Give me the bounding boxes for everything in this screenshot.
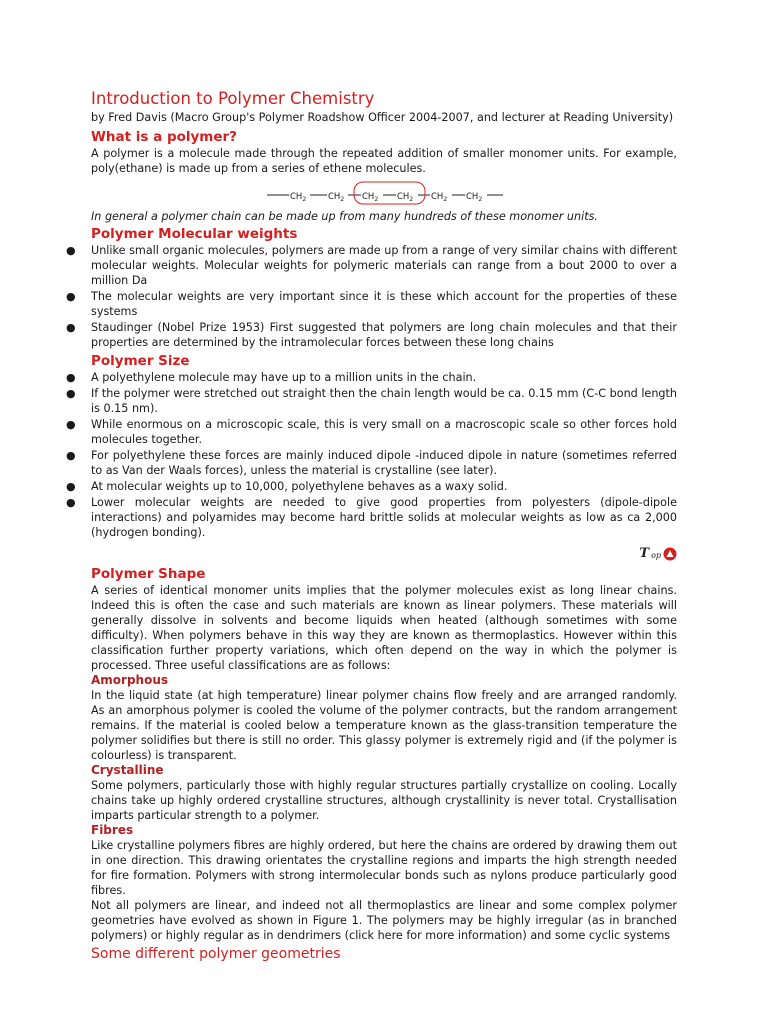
heading-polymer-shape: Polymer Shape [91, 566, 206, 582]
list-item: ● Staudinger (Nobel Prize 1953) First suggested that polymers are long chain molecules and that their properties are determined by the intramolecular forces between these long chains [66, 321, 677, 349]
list-item: ● If the polymer were stretched out straight then the chain length would be ca. 0.15 mm (C-C bond length is 0.15 nm). [66, 387, 677, 415]
triangle-up-in-circle-icon [663, 547, 677, 561]
back-to-top-link[interactable] [639, 546, 677, 561]
heading-molecular-weights: Polymer Molecular weights [91, 226, 298, 242]
list-item: ● Lower molecular weights are needed to give good properties from polyesters (dipole-dipole interactions) and polyamides may become hard brittle solids at molecular weights as low as ca 2,000 (hydrogen bonding). [66, 496, 677, 539]
bullet-dot-icon: ● [66, 321, 76, 334]
list-item: ● For polyethylene these forces are mainly induced dipole -induced dipole in nature (sometimes referred to as Van der Waals forces), unless the material is crystalline (see later). [66, 449, 677, 477]
byline: by Fred Davis (Macro Group's Polymer Roadshow Officer 2004-2007, and lecturer at Reading University) [91, 111, 674, 124]
heading-amorphous: Amorphous [91, 673, 169, 687]
list-item: ● A polyethylene molecule may have up to a million units in the chain. [66, 371, 477, 384]
chain-unit: $CH_2$ [290, 192, 307, 203]
chain-note: In general a polymer chain can be made up from many hundreds of these monomer units. [91, 210, 598, 223]
polymer-geometries-text: Not all polymers are linear, and indeed not all thermoplastics are linear and some complex polymer geometries have evolved as shown in Figure 1. The polymers may be highly irregular (as in branched polymers) or highly regular as in dendrimers (click here for more information) and some cyclic systems [91, 899, 677, 942]
page-title: Introduction to Polymer Chemistry [91, 89, 375, 108]
heading-fibres: Fibres [91, 823, 134, 837]
top-label-op: op [651, 550, 661, 560]
chain-unit: $CH_2$ [431, 192, 448, 203]
list-item: ● At molecular weights up to 10,000, polyethylene behaves as a waxy solid. [66, 480, 508, 493]
heading-crystalline: Crystalline [91, 763, 164, 777]
polyethylene-chain-diagram [91, 181, 677, 205]
molecular-weights-list [66, 243, 677, 350]
bullet-dot-icon: ● [66, 244, 76, 257]
heading-what-is-polymer: What is a polymer? [91, 129, 238, 145]
heading-polymer-geometries: Some different polymer geometries [91, 946, 341, 962]
chain-unit: $CH_2$ [466, 192, 483, 203]
what-is-polymer-text: A polymer is a molecule made through the repeated addition of smaller monomer units. For example, poly(ethane) is made up from a series of ethene molecules. [91, 147, 677, 175]
bullet-dot-icon: ● [66, 290, 76, 303]
chain-unit: $CH_2$ [328, 192, 345, 203]
bullet-dot-icon: ● [66, 449, 76, 462]
bullet-dot-icon: ● [66, 480, 76, 493]
back-to-top-row [91, 542, 677, 562]
polymer-size-list [66, 370, 677, 540]
crystalline-text: Some polymers, particularly those with highly regular structures partially crystallize on cooling. Locally chains take up highly ordered crystalline structures, although crystallinity is never total. Crystallisation imparts particular strength to a polymer. [91, 779, 677, 822]
bullet-dot-icon: ● [66, 418, 76, 431]
bullet-dot-icon: ● [66, 371, 76, 384]
bullet-dot-icon: ● [66, 387, 76, 400]
list-item: ● The molecular weights are very important since it is these which account for the properties of these systems [66, 290, 677, 318]
polymer-shape-text: A series of identical monomer units implies that the polymer molecules exist as long linear chains. Indeed this is often the case and such materials are known as linear polymers. These materials will generally dissolve in solvents and become liquids when heated (although sometimes with some difficulty). When polymers behave in this way they are known as thermoplastics. However within this classification further property variations, which often depend on the way in which the polymer is processed. Three useful classifications are as follows: [91, 584, 677, 672]
article [66, 88, 677, 963]
chain-unit: $CH_2$ [397, 192, 414, 203]
amorphous-text: In the liquid state (at high temperature) linear polymer chains flow freely and are arranged randomly. As an amorphous polymer is cooled the volume of the polymer contracts, but the random arrangement remains. If the material is cooled below a temperature known as the glass-transition temperature the polymer solidifies but there is still no order. This glassy polymer is extremely rigid and (if the polymer is colourless) is transparent. [91, 689, 677, 762]
chain-unit: $CH_2$ [362, 192, 379, 203]
fibres-text: Like crystalline polymers fibres are highly ordered, but here the chains are ordered by drawing them out in one direction. This drawing orientates the crystalline regions and imparts the high strength needed for fire formation. Polymers with strong intermolecular bonds such as nylons produce particularly good fibres. [91, 839, 677, 897]
list-item: ● While enormous on a microscopic scale, this is very small on a macroscopic scale so other forces hold molecules together. [66, 418, 677, 446]
list-item: ● Unlike small organic molecules, polymers are made up from a range of very similar chains with different molecular weights. Molecular weights for polymeric materials can range from a bout 2000 to over a million Da [66, 244, 677, 287]
heading-polymer-size: Polymer Size [91, 353, 190, 369]
bullet-dot-icon: ● [66, 496, 76, 509]
top-label-t: T [639, 546, 650, 561]
